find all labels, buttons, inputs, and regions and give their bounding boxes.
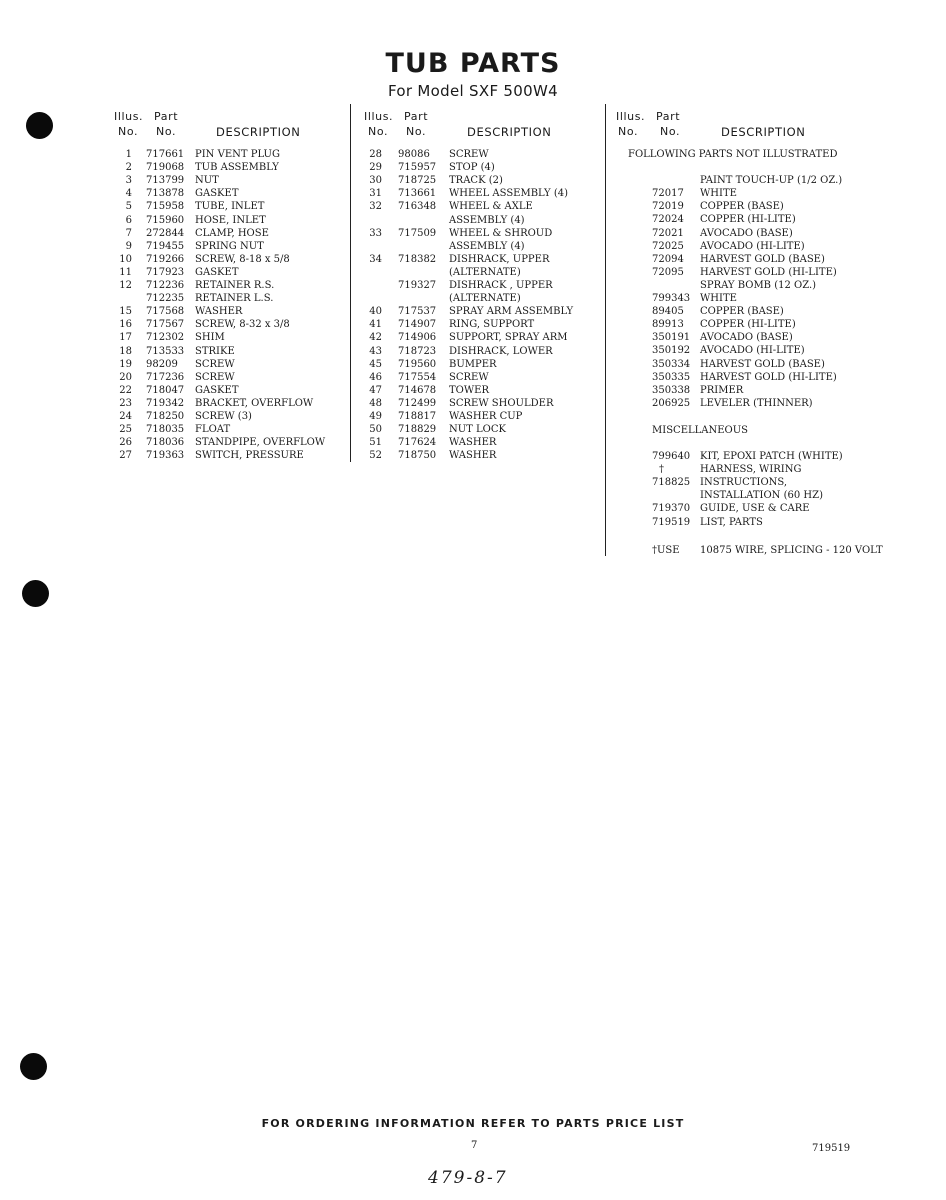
part-description: TRACK (2) <box>449 175 503 187</box>
part-description: HARVEST GOLD (BASE) <box>700 253 825 265</box>
part-number: 717568 <box>146 306 185 318</box>
part-number: 350335 <box>652 371 691 383</box>
part-description: SPRAY ARM ASSEMBLY <box>449 306 574 318</box>
part-number: 715960 <box>146 214 185 226</box>
part-number: 714678 <box>398 384 437 396</box>
part-number: 719519 <box>652 516 691 528</box>
part-number: 718250 <box>146 411 185 422</box>
part-description: SCREW <box>195 358 235 370</box>
illus-number: 16 <box>119 319 132 331</box>
part-description: WHEEL & AXLE <box>449 201 533 213</box>
part-description: BUMPER <box>449 358 497 370</box>
illus-number: 2 <box>125 162 132 174</box>
illus-number: 50 <box>369 424 382 436</box>
part-description: PAINT TOUCH-UP (1/2 OZ.) <box>700 175 843 187</box>
part-description: STANDPIPE, OVERFLOW <box>195 437 326 449</box>
illus-number: 25 <box>119 424 132 436</box>
part-description: TUB ASSEMBLY <box>195 162 279 174</box>
part-number: 718725 <box>398 175 437 187</box>
part-description: GASKET <box>195 266 239 278</box>
part-description: GASKET <box>195 384 239 396</box>
illus-number: 42 <box>369 332 382 344</box>
ordering-footer: FOR ORDERING INFORMATION REFER TO PARTS PRICE LIST <box>261 1117 685 1130</box>
part-number: 715958 <box>146 201 185 213</box>
illus-number: 10 <box>119 253 132 265</box>
part-description: COPPER (HI-LITE) <box>700 214 796 226</box>
part-description: SUPPORT, SPRAY ARM <box>449 332 568 344</box>
part-description: GUIDE, USE & CARE <box>700 503 810 515</box>
part-number: 72095 <box>652 266 684 278</box>
illus-number: 23 <box>119 397 132 409</box>
illus-number: 30 <box>369 175 382 187</box>
illus-number: 5 <box>125 201 132 213</box>
part-number: 72019 <box>652 201 684 213</box>
part-number: 98086 <box>398 149 430 160</box>
part-number: 350334 <box>652 358 691 370</box>
part-description: (ALTERNATE) <box>449 293 521 305</box>
document-number: 719519 <box>812 1143 851 1154</box>
part-description: PRIMER <box>700 384 744 396</box>
part-description: WHEEL & SHROUD <box>449 227 553 239</box>
illus-number: 43 <box>369 345 382 357</box>
part-description: HARVEST GOLD (BASE) <box>700 358 825 370</box>
part-description: INSTRUCTIONS, <box>700 477 788 489</box>
note-text: 10875 WIRE, SPLICING - 120 VOLT <box>700 545 883 556</box>
part-description: AVOCADO (HI-LITE) <box>700 240 805 252</box>
miscellaneous-heading: MISCELLANEOUS <box>652 425 749 436</box>
handwritten-note: 479-8-7 <box>428 1168 508 1188</box>
part-number: 717236 <box>146 371 185 383</box>
part-number: 717624 <box>398 437 437 449</box>
part-number: 717661 <box>146 149 185 160</box>
illus-number: 28 <box>369 149 382 160</box>
no-header: No. <box>406 125 427 138</box>
part-description: STOP (4) <box>449 162 495 174</box>
not-illustrated-heading: FOLLOWING PARTS NOT ILLUSTRATED <box>628 149 838 160</box>
part-number: 716348 <box>398 201 437 213</box>
part-number: 272844 <box>146 227 185 239</box>
illus-number: 31 <box>369 188 382 200</box>
part-number: 713799 <box>146 175 185 187</box>
part-description: RETAINER L.S. <box>195 293 274 305</box>
part-description: FLOAT <box>195 424 231 436</box>
illus-number: 3 <box>125 175 132 187</box>
part-description: SPRING NUT <box>195 240 264 252</box>
part-number: 719068 <box>146 162 185 174</box>
illus-number: 15 <box>119 306 132 318</box>
part-number: 713533 <box>146 345 185 357</box>
illus-number: 45 <box>369 358 382 370</box>
no-header: No. <box>156 125 177 138</box>
illus-number: 48 <box>369 397 382 409</box>
part-number: 718825 <box>652 477 691 489</box>
part-description: AVOCADO (HI-LITE) <box>700 345 805 357</box>
part-number: 799343 <box>652 293 691 304</box>
part-number: 719370 <box>652 503 691 515</box>
part-number: 718723 <box>398 345 437 357</box>
illus-number: 20 <box>119 371 132 383</box>
part-number: 718750 <box>398 450 437 462</box>
no-header: No. <box>118 125 139 138</box>
description-header: DESCRIPTION <box>467 125 552 139</box>
illus-number: 33 <box>369 227 382 239</box>
illus-number: 19 <box>119 358 132 370</box>
part-description: WHEEL ASSEMBLY (4) <box>449 188 568 200</box>
part-description: AVOCADO (BASE) <box>700 332 793 344</box>
part-description: WHITE <box>700 188 737 200</box>
illus-number: 46 <box>369 371 382 383</box>
part-number: 718047 <box>146 384 185 396</box>
part-number: 72094 <box>652 253 684 265</box>
part-description: LIST, PARTS <box>700 516 763 528</box>
illus-number: 34 <box>369 253 382 265</box>
no-header: No. <box>618 125 639 138</box>
part-number: 712235 <box>146 293 185 305</box>
illus-number: 51 <box>369 437 382 449</box>
part-number: 714907 <box>398 319 437 331</box>
binder-hole <box>26 112 53 139</box>
illus-number: 7 <box>125 227 132 239</box>
part-description: COPPER (HI-LITE) <box>700 319 796 331</box>
part-number: 718817 <box>398 411 437 422</box>
note-marker: †USE <box>652 545 680 556</box>
part-number: 719363 <box>146 450 185 462</box>
part-description: SCREW <box>449 149 489 160</box>
part-description: SCREW, 8-18 x 5/8 <box>195 253 290 265</box>
part-number: 719327 <box>398 280 437 291</box>
part-number: 712236 <box>146 280 185 291</box>
part-number: 718035 <box>146 424 185 436</box>
illus-number: 9 <box>125 240 132 252</box>
part-description: ASSEMBLY (4) <box>449 214 525 226</box>
illus-number: 32 <box>369 201 382 213</box>
part-number: 714906 <box>398 332 437 344</box>
part-number: 718382 <box>398 253 437 265</box>
part-number: 89913 <box>652 319 684 331</box>
illus-number: 24 <box>119 411 132 422</box>
part-description: (ALTERNATE) <box>449 266 521 278</box>
part-description: SCREW <box>449 371 489 383</box>
illus-number: 29 <box>369 162 382 174</box>
part-description: HARVEST GOLD (HI-LITE) <box>700 266 837 278</box>
part-description: PIN VENT PLUG <box>195 149 280 160</box>
part-description: DISHRACK, UPPER <box>449 253 550 265</box>
part-description: DISHRACK , UPPER <box>449 280 553 291</box>
illus-number: 40 <box>369 306 382 318</box>
part-number: 713878 <box>146 188 185 200</box>
part-number: 718036 <box>146 437 185 449</box>
part-description: AVOCADO (BASE) <box>700 227 793 239</box>
binder-hole <box>22 580 49 607</box>
part-description: SWITCH, PRESSURE <box>195 450 304 462</box>
part-description: GASKET <box>195 188 239 200</box>
part-description: WASHER CUP <box>449 411 523 422</box>
illus-number: 26 <box>119 437 132 449</box>
part-number: 206925 <box>652 397 691 409</box>
part-number: 719455 <box>146 240 185 252</box>
part-description: TUBE, INLET <box>195 201 265 213</box>
part-number: 89405 <box>652 306 684 318</box>
part-number: 717567 <box>146 319 185 331</box>
part-number: 72017 <box>652 188 684 200</box>
illus-number: 4 <box>125 188 132 200</box>
part-number: † <box>659 464 664 476</box>
page-title: TUB PARTS <box>385 48 561 79</box>
part-description: CLAMP, HOSE <box>195 227 269 239</box>
part-number: 717923 <box>146 266 185 278</box>
illus-number: 6 <box>125 214 132 226</box>
part-description: SCREW SHOULDER <box>449 397 554 409</box>
description-header: DESCRIPTION <box>721 125 806 139</box>
no-header: No. <box>660 125 681 138</box>
part-number: 718829 <box>398 424 437 436</box>
part-description: KIT, EPOXI PATCH (WHITE) <box>700 451 843 462</box>
illus-number: 12 <box>119 280 132 291</box>
illus-number: 18 <box>119 345 132 357</box>
part-description: RETAINER R.S. <box>195 280 275 291</box>
part-number: 350192 <box>652 345 691 357</box>
part-description: NUT LOCK <box>449 424 506 436</box>
part-header: Part <box>154 110 179 123</box>
illus-number: 1 <box>125 149 132 160</box>
part-number: 719266 <box>146 253 185 265</box>
part-number: 712499 <box>398 397 437 409</box>
illus-header: Illus. <box>364 110 394 123</box>
part-description: HARNESS, WIRING <box>700 464 802 476</box>
part-description: BRACKET, OVERFLOW <box>195 397 314 409</box>
part-description: SCREW (3) <box>195 411 252 422</box>
illus-number: 27 <box>119 450 132 462</box>
illus-number: 47 <box>369 384 382 396</box>
part-description: WHITE <box>700 293 737 304</box>
page-subtitle: For Model SXF 500W4 <box>388 82 558 100</box>
part-description: NUT <box>195 175 219 187</box>
part-description: HARVEST GOLD (HI-LITE) <box>700 371 837 383</box>
part-description: COPPER (BASE) <box>700 306 784 318</box>
part-number: 713661 <box>398 188 437 200</box>
part-number: 350338 <box>652 384 691 396</box>
part-number: 715957 <box>398 162 437 174</box>
illus-header: Illus. <box>616 110 646 123</box>
part-description: RING, SUPPORT <box>449 319 535 331</box>
part-number: 717509 <box>398 227 437 239</box>
illus-number: 11 <box>119 266 132 278</box>
part-description: WASHER <box>449 450 497 462</box>
part-header: Part <box>656 110 681 123</box>
part-number: 350191 <box>652 332 691 344</box>
part-description: DISHRACK, LOWER <box>449 345 553 357</box>
description-header: DESCRIPTION <box>216 125 301 139</box>
part-header: Part <box>404 110 429 123</box>
part-description: SHIM <box>195 332 225 344</box>
part-description: INSTALLATION (60 HZ) <box>700 490 823 502</box>
part-number: 719342 <box>146 397 185 409</box>
part-description: SPRAY BOMB (12 OZ.) <box>700 279 817 291</box>
illus-number: 49 <box>369 411 382 422</box>
part-number: 72025 <box>652 240 684 252</box>
part-description: WASHER <box>449 437 497 449</box>
part-description: TOWER <box>449 384 489 396</box>
part-description: HOSE, INLET <box>195 214 266 226</box>
part-number: 712302 <box>146 332 185 344</box>
part-description: COPPER (BASE) <box>700 201 784 213</box>
part-number: 799640 <box>652 451 691 462</box>
part-number: 717554 <box>398 371 437 383</box>
part-description: ASSEMBLY (4) <box>449 240 525 252</box>
part-number: 717537 <box>398 306 437 318</box>
illus-number: 41 <box>369 319 382 331</box>
part-number: 98209 <box>146 358 178 370</box>
part-number: 719560 <box>398 358 437 370</box>
no-header: No. <box>368 125 389 138</box>
part-description: WASHER <box>195 306 243 318</box>
binder-hole <box>20 1053 47 1080</box>
illus-number: 22 <box>119 384 132 396</box>
part-description: SCREW, 8-32 x 3/8 <box>195 319 290 331</box>
column-divider <box>350 104 351 462</box>
part-number: 72024 <box>652 214 684 226</box>
column-divider <box>605 104 606 556</box>
illus-number: 52 <box>369 450 382 462</box>
part-description: STRIKE <box>195 345 235 357</box>
page-number: 7 <box>471 1140 478 1151</box>
part-description: SCREW <box>195 371 235 383</box>
illus-header: Illus. <box>114 110 144 123</box>
illus-number: 17 <box>119 332 132 344</box>
part-description: LEVELER (THINNER) <box>700 397 813 409</box>
part-number: 72021 <box>652 227 684 239</box>
